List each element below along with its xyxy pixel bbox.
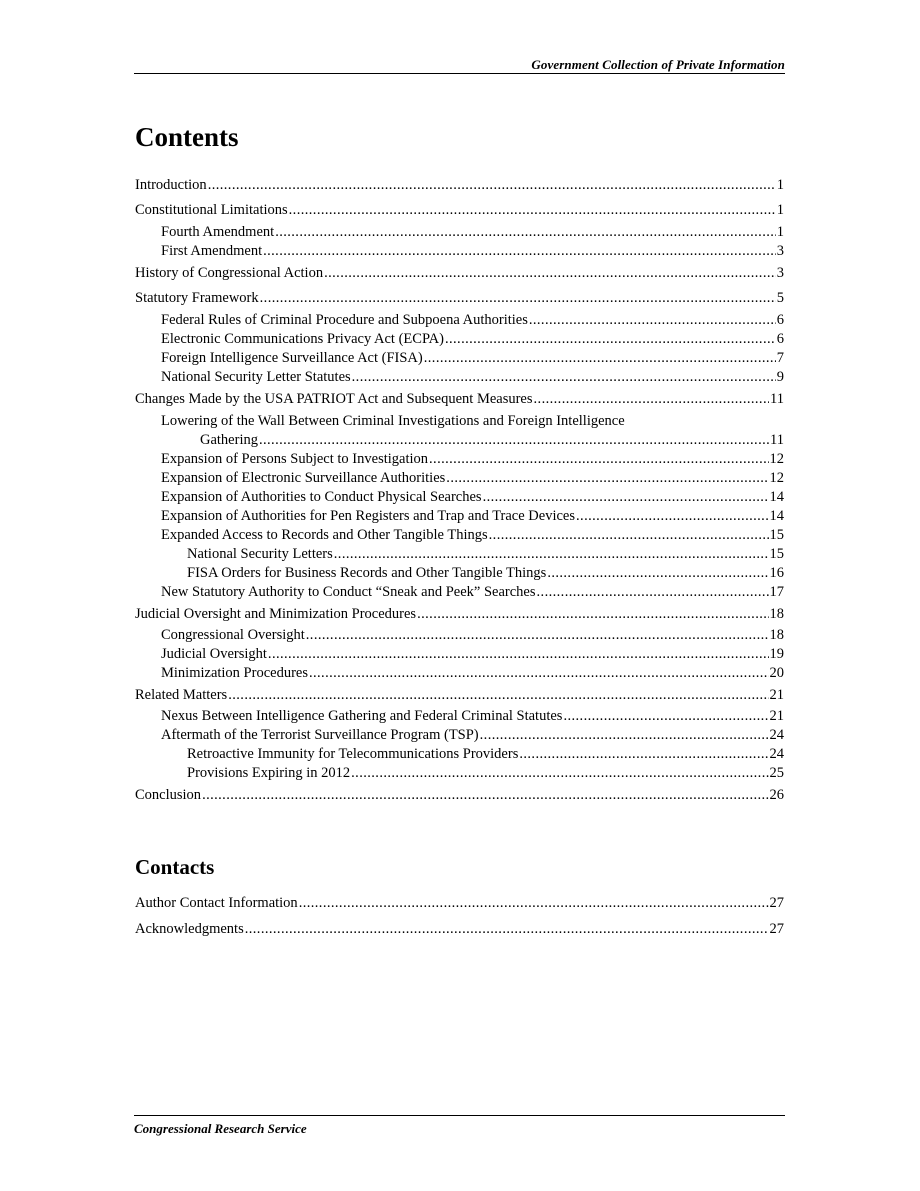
- toc-entry[interactable]: Judicial Oversight ..... 19: [135, 645, 784, 664]
- running-header: [134, 55, 785, 74]
- table-of-contents: [135, 176, 784, 805]
- contacts-entry[interactable]: Author Contact Information ..... 27: [135, 894, 784, 913]
- toc-entry[interactable]: Expansion of Authorities to Conduct Physical Searches ..... 14: [135, 488, 784, 507]
- toc-entry[interactable]: Electronic Communications Privacy Act (ECPA) ..... 6: [135, 330, 784, 349]
- contacts-heading: Contacts: [135, 855, 215, 879]
- toc-entry[interactable]: Foreign Intelligence Surveillance Act (FISA) ..... 7: [135, 349, 784, 368]
- toc-entry[interactable]: First Amendment ..... 3: [135, 242, 784, 261]
- toc-entry[interactable]: Introduction ..... 1: [135, 176, 784, 195]
- toc-entry[interactable]: Nexus Between Intelligence Gathering and Federal Criminal Statutes ..... 21: [135, 707, 784, 726]
- toc-entry[interactable]: Expansion of Authorities for Pen Registers and Trap and Trace Devices ..... 14: [135, 507, 784, 526]
- header-title: Government Collection of Private Information: [531, 57, 785, 72]
- toc-entry[interactable]: Fourth Amendment ..... 1: [135, 223, 784, 242]
- toc-entry[interactable]: Expansion of Persons Subject to Investigation ..... 12: [135, 450, 784, 469]
- contacts-list: [135, 894, 784, 939]
- contents-heading: Contents: [135, 122, 239, 152]
- toc-entry[interactable]: Federal Rules of Criminal Procedure and Subpoena Authorities ..... 6: [135, 311, 784, 330]
- toc-entry[interactable]: Minimization Procedures ..... 20: [135, 664, 784, 683]
- footer-text: Congressional Research Service: [134, 1121, 307, 1136]
- running-footer: [134, 1115, 785, 1137]
- toc-entry[interactable]: Congressional Oversight ..... 18: [135, 626, 784, 645]
- toc-entry[interactable]: Aftermath of the Terrorist Surveillance Program (TSP) ..... 24: [135, 726, 784, 745]
- toc-entry[interactable]: Statutory Framework ..... 5: [135, 289, 784, 308]
- toc-entry[interactable]: Judicial Oversight and Minimization Procedures ..... 18: [135, 605, 784, 624]
- toc-entry[interactable]: Retroactive Immunity for Telecommunications Providers ..... 24: [135, 745, 784, 764]
- toc-entry[interactable]: National Security Letter Statutes ..... 9: [135, 368, 784, 387]
- toc-entry[interactable]: Changes Made by the USA PATRIOT Act and Subsequent Measures ..... 11: [135, 390, 784, 409]
- toc-entry[interactable]: Provisions Expiring in 2012 ..... 25: [135, 764, 784, 783]
- toc-entry[interactable]: FISA Orders for Business Records and Other Tangible Things ..... 16: [135, 564, 784, 583]
- toc-entry[interactable]: National Security Letters ..... 15: [135, 545, 784, 564]
- toc-entry[interactable]: Related Matters ..... 21: [135, 686, 784, 705]
- toc-entry-title-line2: Gathering ..... 11: [161, 431, 784, 450]
- toc-entry[interactable]: Expansion of Electronic Surveillance Authorities ..... 12: [135, 469, 784, 488]
- toc-entry-title-line1: Lowering of the Wall Between Criminal Investigations and Foreign Intelligence: [161, 413, 625, 429]
- toc-entry[interactable]: Constitutional Limitations ..... 1: [135, 201, 784, 220]
- toc-entry[interactable]: History of Congressional Action ..... 3: [135, 264, 784, 283]
- toc-entry[interactable]: New Statutory Authority to Conduct “Sneak and Peek” Searches ..... 17: [135, 583, 784, 602]
- toc-entry[interactable]: Expanded Access to Records and Other Tangible Things ..... 15: [135, 526, 784, 545]
- toc-entry[interactable]: Conclusion ..... 26: [135, 786, 784, 805]
- toc-entry-wrapped[interactable]: [135, 412, 784, 450]
- contacts-entry[interactable]: Acknowledgments ..... 27: [135, 920, 784, 939]
